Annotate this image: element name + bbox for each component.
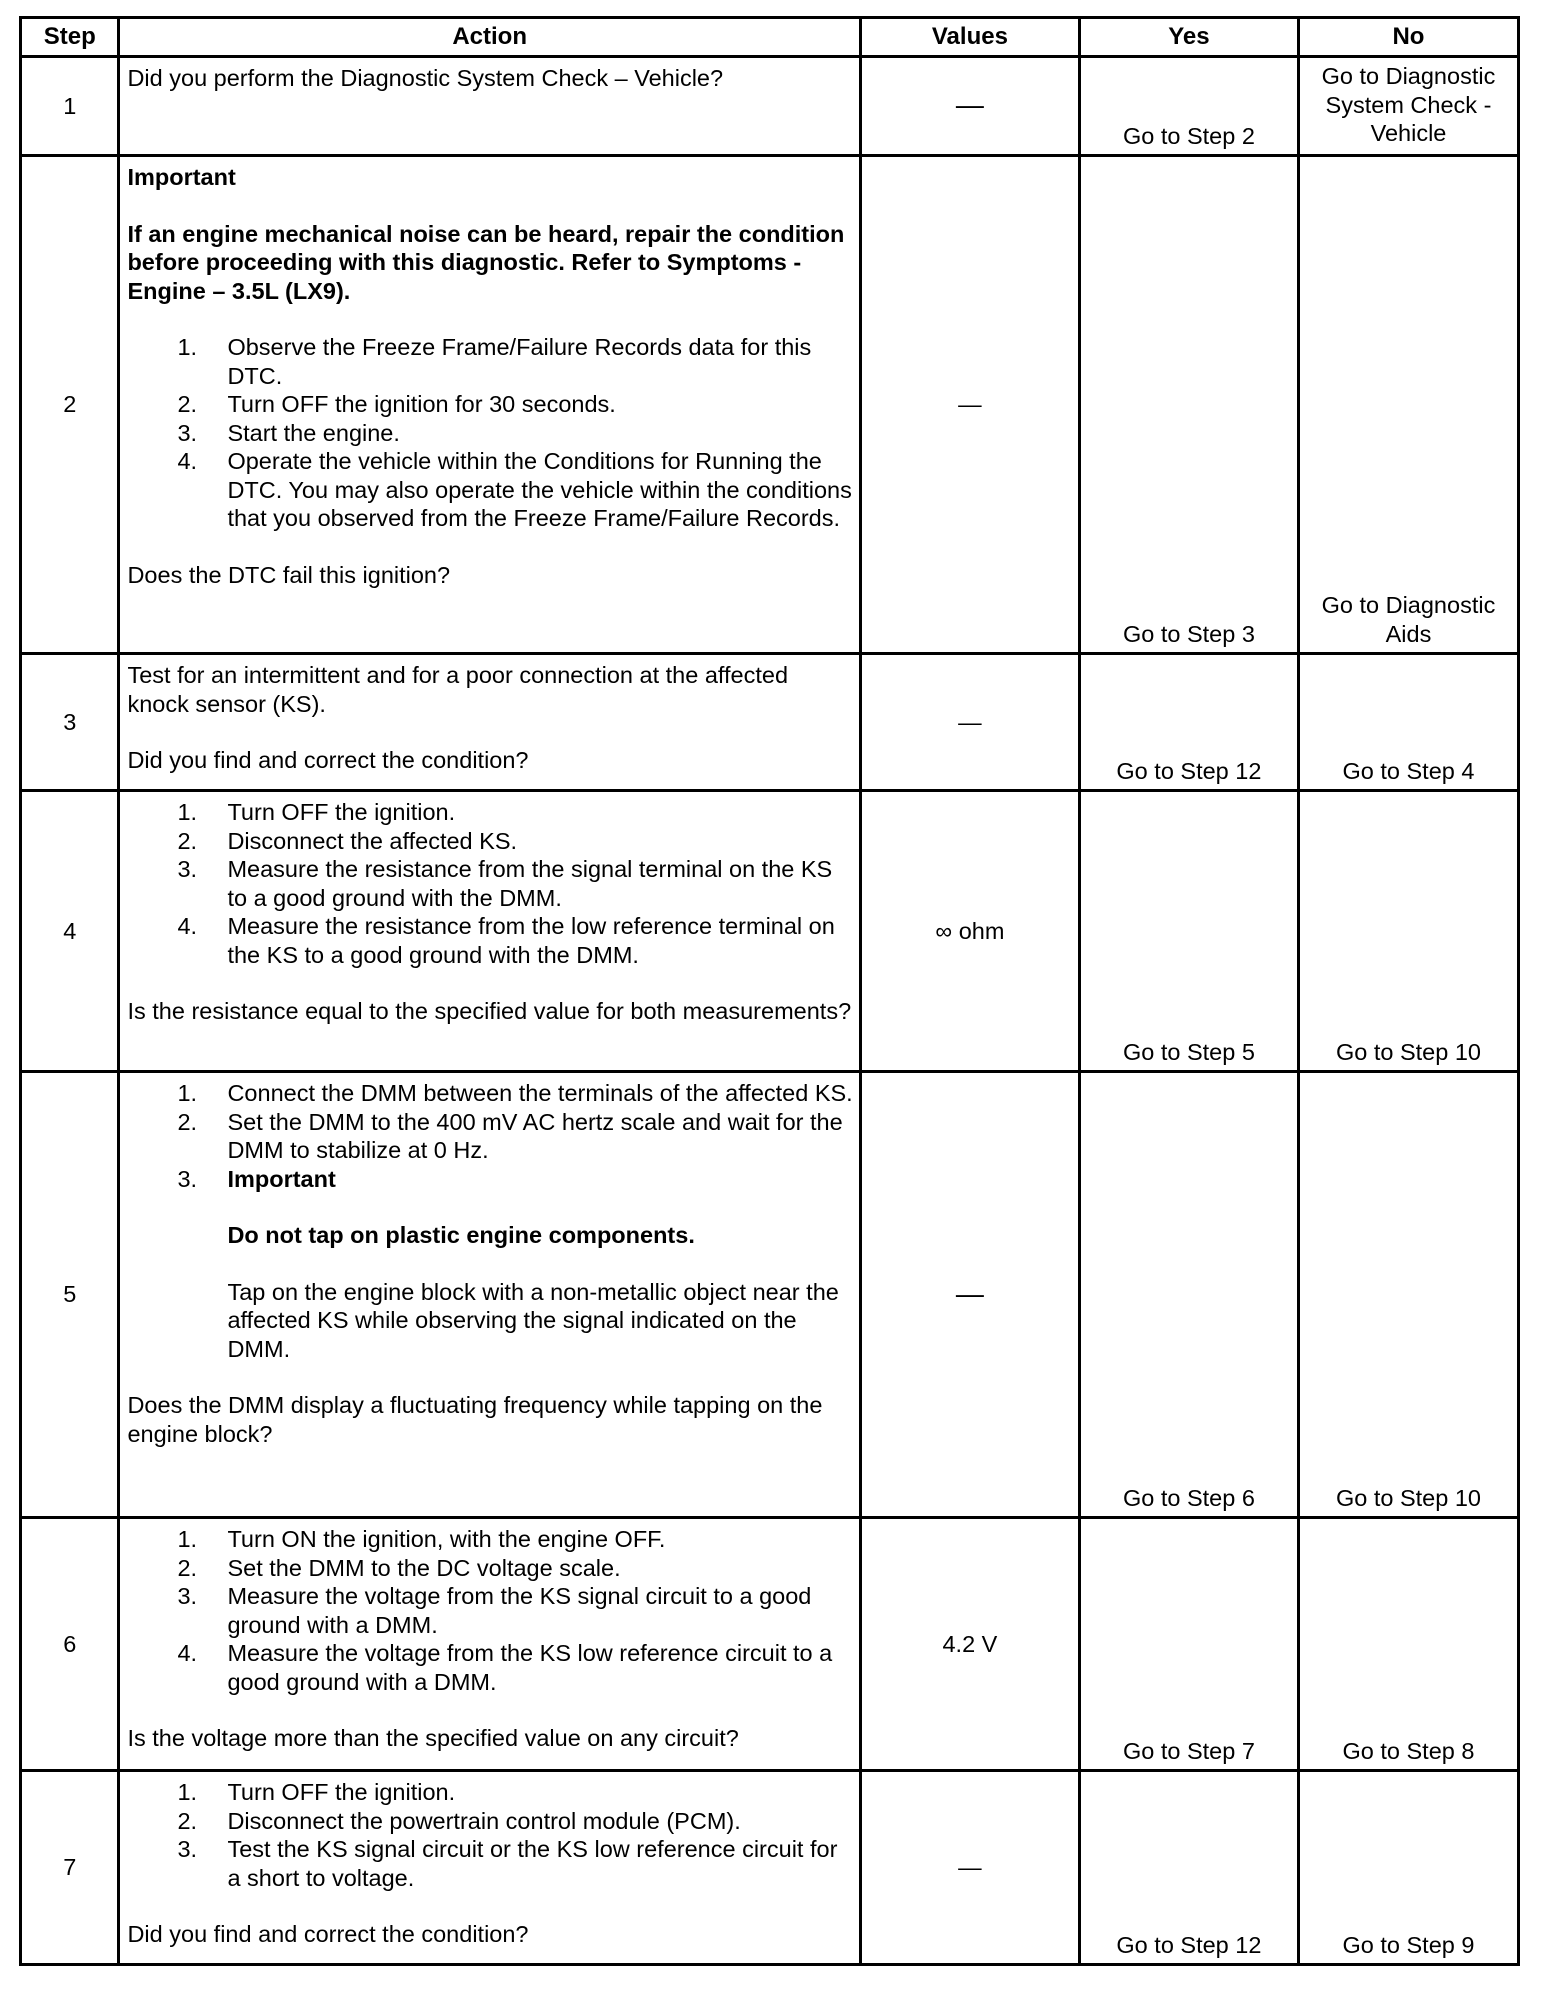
list-item: 3. Important Do not tap on plastic engine components. Tap on the engine block with a non-metallic object near the affected KS while observing the signal indicated on the DMM. bbox=[127, 1165, 852, 1364]
no-cell: Go to Step 4 bbox=[1298, 654, 1518, 791]
no-cell: Go to Step 9 bbox=[1298, 1771, 1518, 1965]
step-number: 1 bbox=[21, 57, 119, 156]
value-cell bbox=[860, 791, 1079, 1072]
question-text: Did you perform the Diagnostic System Check – Vehicle? bbox=[127, 65, 724, 91]
important-title: Important bbox=[227, 1165, 336, 1192]
list-item: 2. Set the DMM to the 400 mV AC hertz scale and wait for the DMM to stabilize at 0 Hz. bbox=[177, 1108, 843, 1163]
important-text: If an engine mechanical noise can be heard, repair the condition before proceeding with this diagnostic. Refer to Symptoms - Engine – 3.5L (LX9). bbox=[127, 220, 845, 304]
question-text: Did you find and correct the condition? bbox=[127, 747, 529, 773]
table-row bbox=[21, 654, 1519, 791]
list-item: 4. Operate the vehicle within the Conditions for Running the DTC. You may also operate the vehicle within the conditions that you observed from the Freeze Frame/Failure Records. bbox=[177, 448, 852, 531]
header-row bbox=[21, 18, 1519, 57]
question-text: Did you find and correct the condition? bbox=[127, 1921, 529, 1947]
value-text: — bbox=[958, 1854, 982, 1881]
header-action: Action bbox=[119, 18, 860, 57]
action-cell bbox=[119, 1072, 860, 1518]
yes-cell: Go to Step 2 bbox=[1079, 57, 1298, 156]
list-item: 1. Turn OFF the ignition. bbox=[177, 799, 456, 825]
step-number: 5 bbox=[21, 1072, 119, 1518]
action-cell bbox=[119, 1518, 860, 1771]
table-row bbox=[21, 57, 1519, 156]
list-item: 1. Connect the DMM between the terminals of the affected KS. bbox=[177, 1080, 853, 1106]
value-text: 4.2 V bbox=[942, 1630, 998, 1657]
list-item: 3. Measure the voltage from the KS signal circuit to a good ground with a DMM. bbox=[177, 1583, 812, 1638]
value-cell bbox=[860, 1771, 1079, 1965]
table-row bbox=[21, 1771, 1519, 1965]
table-row bbox=[21, 791, 1519, 1072]
table-row bbox=[21, 1518, 1519, 1771]
list-item: 1. Turn ON the ignition, with the engine OFF. bbox=[177, 1526, 666, 1552]
table-row bbox=[21, 1072, 1519, 1518]
instruction-list bbox=[127, 1778, 852, 1892]
list-item-text: Tap on the engine block with a non-metallic object near the affected KS while observing the signal indicated on the DMM. bbox=[227, 1278, 839, 1362]
yes-cell: Go to Step 12 bbox=[1079, 654, 1298, 791]
step-number: 7 bbox=[21, 1771, 119, 1965]
important-title: Important bbox=[127, 164, 236, 190]
question-text: Does the DTC fail this ignition? bbox=[127, 561, 451, 588]
instruction-list bbox=[127, 798, 852, 969]
list-item: 4. Measure the resistance from the low reference terminal on the KS to a good ground with the DMM. bbox=[177, 913, 835, 968]
important-text: Do not tap on plastic engine components. bbox=[227, 1222, 695, 1248]
instruction-list bbox=[127, 1525, 852, 1696]
value-cell bbox=[860, 57, 1079, 156]
list-item: 4. Measure the voltage from the KS low reference circuit to a good ground with a DMM. bbox=[177, 1640, 833, 1695]
yes-cell: Go to Step 7 bbox=[1079, 1518, 1298, 1771]
value-text: — bbox=[955, 1277, 984, 1309]
question-text: Is the resistance equal to the specified value for both measurements? bbox=[127, 998, 852, 1024]
value-cell bbox=[860, 1518, 1079, 1771]
action-text: Test for an intermittent and for a poor connection at the affected knock sensor (KS). bbox=[127, 662, 789, 717]
no-cell: Go to Diagnostic System Check - Vehicle bbox=[1298, 57, 1518, 156]
list-item: 3. Start the engine. bbox=[177, 419, 400, 446]
list-item: 2. Set the DMM to the DC voltage scale. bbox=[177, 1554, 621, 1581]
instruction-list bbox=[127, 333, 852, 533]
value-cell bbox=[860, 654, 1079, 791]
list-item: 2. Turn OFF the ignition for 30 seconds. bbox=[177, 391, 616, 417]
yes-cell: Go to Step 12 bbox=[1079, 1771, 1298, 1965]
diagnostic-table bbox=[19, 16, 1520, 1966]
action-cell bbox=[119, 791, 860, 1072]
yes-cell: Go to Step 5 bbox=[1079, 791, 1298, 1072]
action-cell bbox=[119, 1771, 860, 1965]
no-cell: Go to Diagnostic Aids bbox=[1298, 156, 1518, 654]
header-step: Step bbox=[21, 18, 119, 57]
list-item: 2. Disconnect the powertrain control module (PCM). bbox=[177, 1807, 741, 1834]
action-cell bbox=[119, 156, 860, 654]
list-item: 1. Observe the Freeze Frame/Failure Records data for this DTC. bbox=[177, 334, 812, 389]
instruction-list bbox=[127, 1079, 852, 1363]
yes-cell: Go to Step 6 bbox=[1079, 1072, 1298, 1518]
value-text: — bbox=[958, 708, 982, 735]
value-text: ∞ ohm bbox=[935, 917, 1005, 944]
value-cell bbox=[860, 1072, 1079, 1518]
value-cell bbox=[860, 156, 1079, 654]
step-number: 2 bbox=[21, 156, 119, 654]
question-text: Does the DMM display a fluctuating frequency while tapping on the engine block? bbox=[127, 1392, 823, 1447]
step-number: 4 bbox=[21, 791, 119, 1072]
step-number: 6 bbox=[21, 1518, 119, 1771]
list-item: 1. Turn OFF the ignition. bbox=[177, 1779, 456, 1805]
yes-cell: Go to Step 3 bbox=[1079, 156, 1298, 654]
action-cell bbox=[119, 57, 860, 156]
no-cell: Go to Step 10 bbox=[1298, 791, 1518, 1072]
list-item: 2. Disconnect the affected KS. bbox=[177, 827, 518, 854]
list-item: 3. Test the KS signal circuit or the KS low reference circuit for a short to voltage. bbox=[177, 1836, 838, 1891]
no-cell: Go to Step 8 bbox=[1298, 1518, 1518, 1771]
value-text: — bbox=[958, 391, 982, 418]
header-values: Values bbox=[860, 18, 1079, 57]
action-cell bbox=[119, 654, 860, 791]
no-cell: Go to Step 10 bbox=[1298, 1072, 1518, 1518]
header-no: No bbox=[1298, 18, 1518, 57]
step-number: 3 bbox=[21, 654, 119, 791]
list-item: 3. Measure the resistance from the signal terminal on the KS to a good ground with the DMM. bbox=[177, 856, 833, 911]
table-row bbox=[21, 156, 1519, 654]
question-text: Is the voltage more than the specified value on any circuit? bbox=[127, 1725, 739, 1751]
header-yes: Yes bbox=[1079, 18, 1298, 57]
value-text: — bbox=[955, 89, 984, 121]
